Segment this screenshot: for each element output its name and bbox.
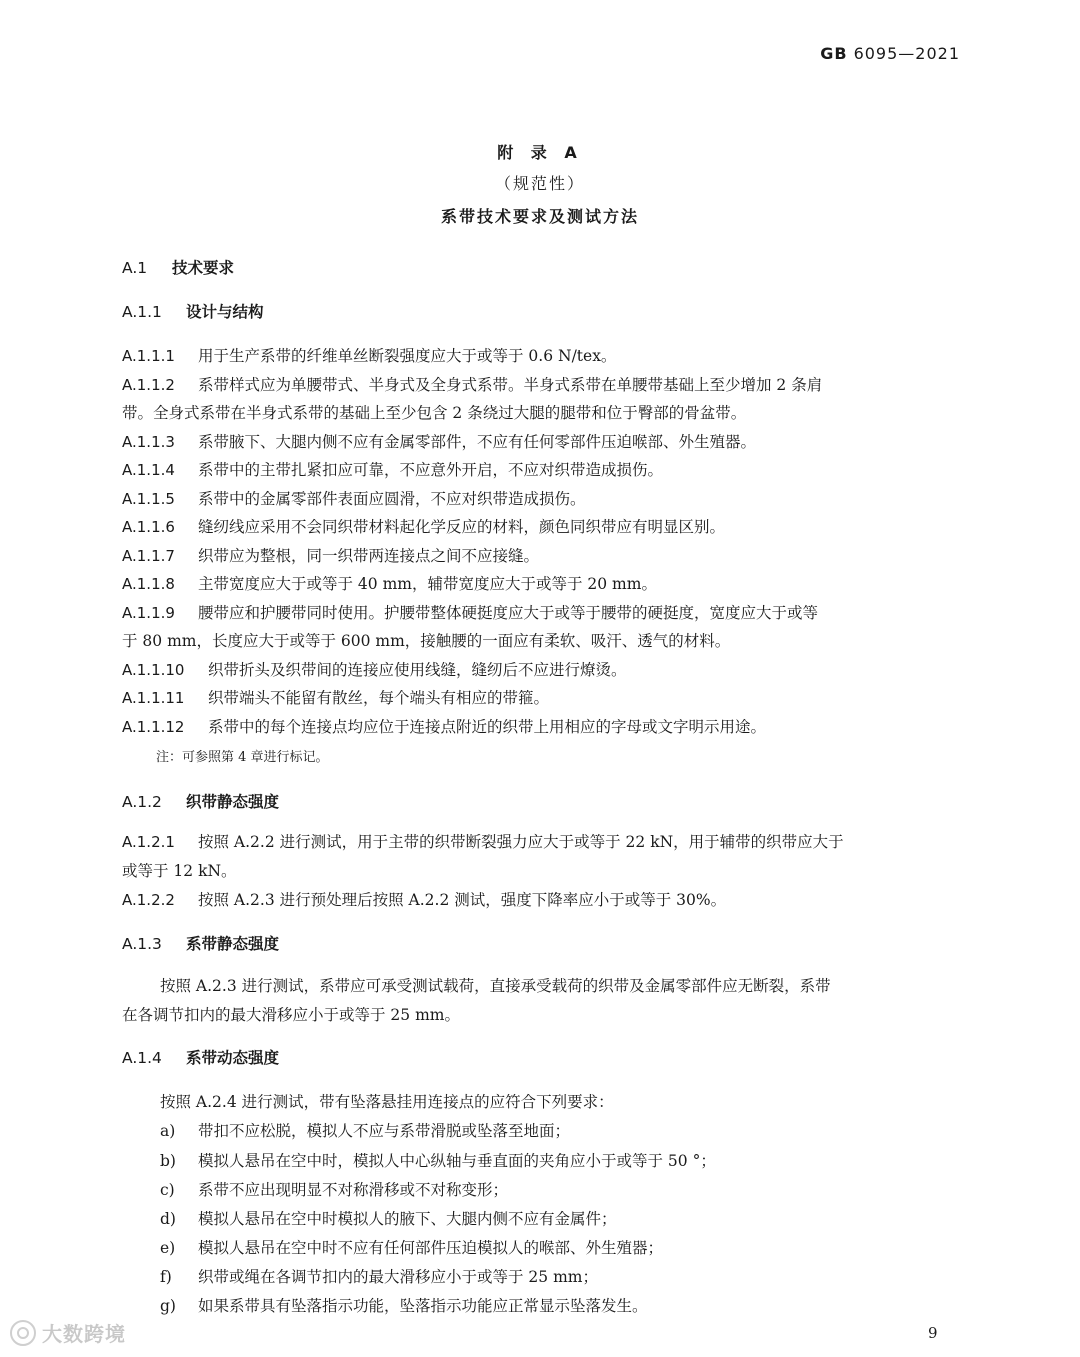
clause-a1119: A.1.1.9 腰带应和护腰带同时使用。护腰带整体硬挺度应大于或等于腰带的硬挺度，宽度应大于或等 (122, 604, 819, 622)
clause-a1112-continued: 带。全身式系带在半身式系带的基础上至少包含 2 条绕过大腿的腿带和位于臀部的骨盆带。 (122, 404, 747, 422)
a13-paragraph-line2: 在各调节扣内的最大滑移应小于或等于 25 mm。 (122, 1006, 460, 1024)
list-item-g: g) 如果系带具有坠落指示功能，坠落指示功能应正常显示坠落发生。 (160, 1297, 648, 1315)
clause-a11112: A.1.1.12 系带中的每个连接点均应位于连接点附近的织带上用相应的字母或文字明示用途。 (122, 718, 767, 736)
section-heading-a13: A.1.3 系带静态强度 (122, 935, 280, 953)
clause-a11111: A.1.1.11 织带端头不能留有散丝，每个端头有相应的带箍。 (122, 689, 550, 707)
standard-prefix: GB (820, 44, 848, 63)
a14-intro: 按照 A.2.4 进行测试，带有坠落悬挂用连接点的应符合下列要求： (160, 1093, 614, 1111)
standard-number-header (820, 44, 960, 63)
section-heading-a1: A.1 技术要求 (122, 259, 235, 277)
standard-number: 6095—2021 (853, 44, 960, 63)
watermark-text: 大数跨境 (42, 1322, 126, 1346)
clause-a1112: A.1.1.2 系带样式应为单腰带式、半身式及全身式系带。半身式系带在单腰带基础上至少增加 2 条肩 (122, 376, 823, 394)
list-item-d: d) 模拟人悬吊在空中时模拟人的腋下、大腿内侧不应有金属件； (160, 1210, 617, 1228)
watermark (10, 1318, 126, 1347)
clause-a1114: A.1.1.4 系带中的主带扎紧扣应可靠，不应意外开启，不应对织带造成损伤。 (122, 461, 664, 479)
note: 注：可参照第 4 章进行标记。 (156, 750, 329, 765)
clause-a1122: A.1.2.2 按照 A.2.3 进行预处理后按照 A.2.2 测试，强度下降率应小于或等于 30%。 (122, 891, 727, 909)
list-item-b: b) 模拟人悬吊在空中时，模拟人中心纵轴与垂直面的夹角应小于或等于 50 °； (160, 1152, 716, 1170)
clause-a1119-continued: 于 80 mm，长度应大于或等于 600 mm，接触腰的一面应有柔软、吸汗、透气的材料。 (122, 632, 731, 650)
page-number: 9 (928, 1324, 938, 1342)
clause-a1121: A.1.2.1 按照 A.2.2 进行测试，用于主带的织带断裂强力应大于或等于 22 kN，用于辅带的织带应大于 (122, 833, 844, 851)
clause-a1116: A.1.1.6 缝纫线应采用不会同织带材料起化学反应的材料，颜色同织带应有明显区别。 (122, 518, 726, 536)
a13-paragraph-line1: 按照 A.2.3 进行测试，系带应可承受测试载荷，直接承受载荷的织带及金属零部件应无断裂，系带 (160, 977, 831, 995)
section-heading-a14: A.1.4 系带动态强度 (122, 1049, 280, 1067)
appendix-normative-label: （规范性） (494, 174, 585, 193)
list-item-f: f) 织带或绳在各调节扣内的最大滑移应小于或等于 25 mm； (160, 1268, 598, 1286)
clause-a1117: A.1.1.7 织带应为整根，同一织带两连接点之间不应接缝。 (122, 547, 540, 565)
clause-a1113: A.1.1.3 系带腋下、大腿内侧不应有金属零部件，不应有任何零部件压迫喉部、外生殖器。 (122, 433, 757, 451)
appendix-title: 附 录 A (497, 143, 583, 162)
appendix-title-block (0, 140, 1080, 227)
watermark-logo-icon (10, 1320, 36, 1346)
list-item-a: a) 带扣不应松脱，模拟人不应与系带滑脱或坠落至地面； (160, 1122, 571, 1140)
section-heading-a11: A.1.1 设计与结构 (122, 303, 264, 321)
clause-a1115: A.1.1.5 系带中的金属零部件表面应圆滑，不应对织带造成损伤。 (122, 490, 586, 508)
list-item-e: e) 模拟人悬吊在空中时不应有任何部件压迫模拟人的喉部、外生殖器； (160, 1239, 664, 1257)
clause-a11110: A.1.1.10 织带折头及织带间的连接应使用线缝，缝纫后不应进行燎烫。 (122, 661, 627, 679)
list-item-c: c) 系带不应出现明显不对称滑移或不对称变形； (160, 1181, 509, 1199)
section-heading-a12: A.1.2 织带静态强度 (122, 793, 280, 811)
appendix-subject-title: 系带技术要求及测试方法 (440, 207, 639, 226)
clause-a1111: A.1.1.1 用于生产系带的纤维单丝断裂强度应大于或等于 0.6 N/tex。 (122, 347, 617, 365)
clause-a1118: A.1.1.8 主带宽度应大于或等于 40 mm，辅带宽度应大于或等于 20 mm。 (122, 575, 657, 593)
clause-a1121-continued: 或等于 12 kN。 (122, 862, 237, 880)
